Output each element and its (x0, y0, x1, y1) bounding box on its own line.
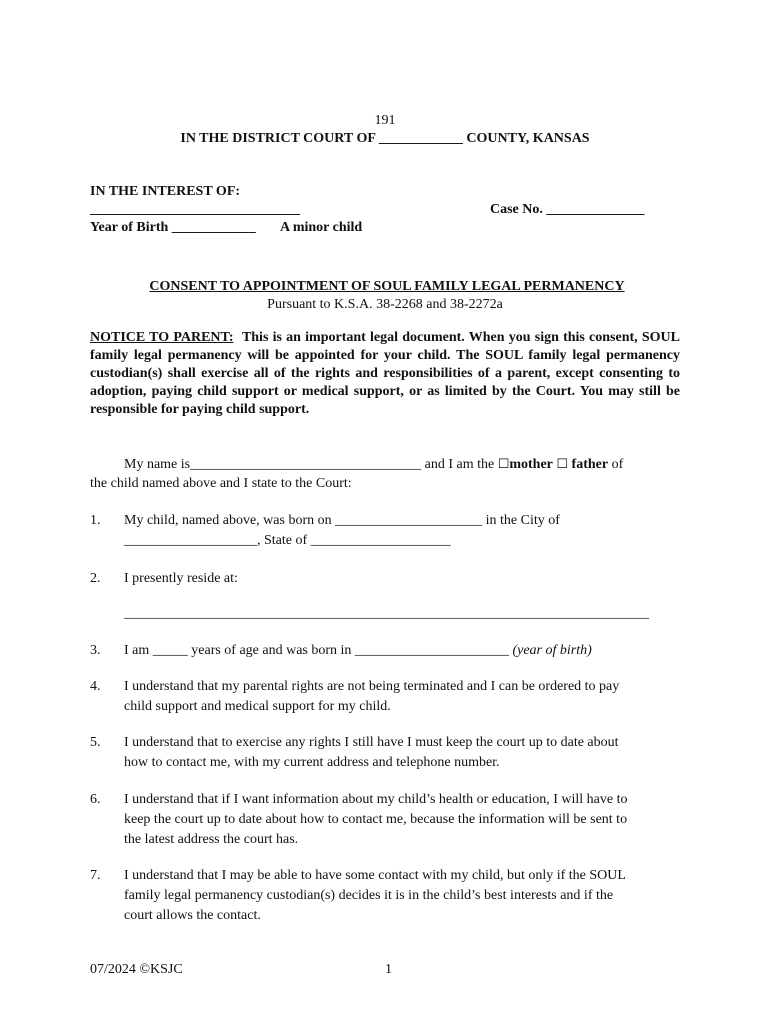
year-of-birth[interactable]: Year of Birth ____________ (90, 220, 256, 235)
item-text: court allows the contact. (124, 908, 261, 923)
case-number[interactable]: Case No. ______________ (490, 202, 645, 217)
item-text: the latest address the court has. (124, 832, 299, 847)
item-text: family legal permanency custodian(s) decides it is in the child’s best interests and if the (124, 888, 614, 903)
item-text: I understand that to exercise any rights I still have I must keep the court up to date about (124, 735, 619, 750)
notice-label: NOTICE TO PARENT: (90, 330, 234, 345)
intro-line-2: the child named above and I state to the Court: (90, 476, 352, 491)
item-text: child support and medical support for my child. (124, 699, 391, 714)
item-number: 2. (90, 571, 101, 586)
age-line[interactable]: I am _____ years of age and was born in ______________________ (124, 643, 509, 658)
court-heading: IN THE DISTRICT COURT OF ____________ COUNTY, KANSAS (180, 131, 590, 146)
item-number: 1. (90, 513, 101, 528)
document-subtitle: Pursuant to K.S.A. 38-2268 and 38-2272a (267, 297, 503, 312)
child-name-blank[interactable]: ______________________________ (90, 202, 300, 217)
item-text: keep the court up to date about how to contact me, because the information will be sent to (124, 812, 628, 827)
notice-paragraph (90, 329, 680, 419)
item-number: 5. (90, 735, 101, 750)
residence-label: I presently reside at: (124, 571, 238, 586)
minor-child-label: A minor child (280, 220, 363, 235)
father-checkbox[interactable]: ☐ (556, 457, 569, 472)
notice-text: This is an important legal document. When you sign this consent, SOUL family legal permanency will be appointed for your child. The SOUL family legal permanency custodian(s) shall exercise all of the rights and responsibilities of a parent, except consenting to adoption, paying child support or medical support, or as limited by the Court. You may still be responsible for paying child support. (90, 330, 680, 417)
item-text: I understand that my parental rights are not being terminated and I can be ordered to pay (124, 679, 620, 694)
interest-label: IN THE INTEREST OF: (90, 184, 241, 199)
birth-state-line[interactable]: ___________________, State of ____________________ (124, 533, 451, 548)
birth-date-line[interactable]: My child, named above, was born on _____________________ in the City of (124, 513, 560, 528)
mother-label: mother (509, 457, 553, 472)
intro-line (124, 455, 680, 475)
item-number: 7. (90, 868, 101, 883)
intro-of: of (611, 457, 624, 472)
intro-name-part[interactable]: My name is_________________________________ and I am the (124, 457, 495, 472)
footer-revision: 07/2024 ©KSJC (90, 962, 183, 977)
residence-address-line[interactable]: ___________________________________________________________________________ (124, 606, 649, 621)
year-of-birth-hint: (year of birth) (512, 643, 592, 658)
item-text: I understand that I may be able to have some contact with my child, but only if the SOUL (124, 868, 626, 883)
item-text: I understand that if I want information about my child’s health or education, I will have to (124, 792, 628, 807)
page-number: 1 (385, 962, 392, 977)
item-text: how to contact me, with my current address and telephone number. (124, 755, 500, 770)
mother-checkbox[interactable]: ☐ (497, 457, 510, 472)
item-number: 3. (90, 643, 101, 658)
father-label: father (571, 457, 609, 472)
item-number: 6. (90, 792, 101, 807)
item-number: 4. (90, 679, 101, 694)
page-code: 191 (374, 113, 396, 128)
document-title: CONSENT TO APPOINTMENT OF SOUL FAMILY LEGAL PERMANENCY (149, 279, 625, 294)
